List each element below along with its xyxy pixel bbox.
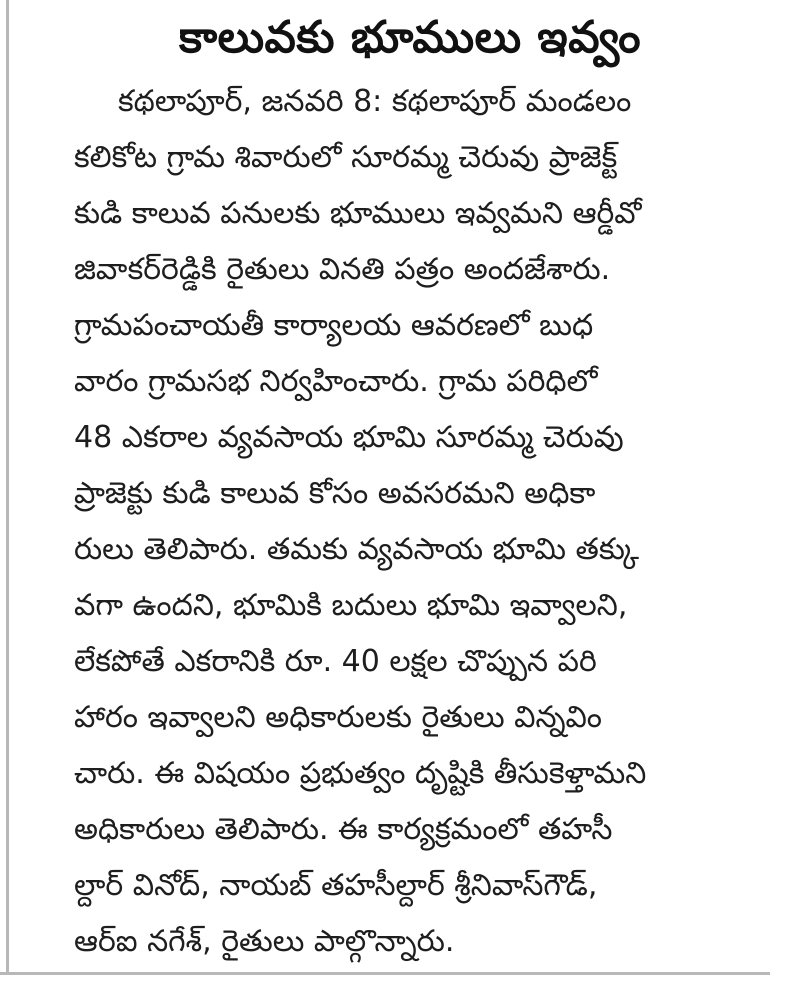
article-line: వారం గ్రామసభ నిర్వహించారు. గ్రామ పరిధిలో — [74, 364, 598, 399]
article-line: కథలాపూర్, జనవరి 8: కథలాపూర్ మండలం — [118, 84, 632, 119]
article-headline: కాలువకు భూములు ఇవ్వం — [178, 12, 641, 63]
article-line: లేకపోతే ఎకరానికి రూ. 40 లక్షల చొప్పున పరి — [74, 644, 597, 679]
article-line: రులు తెలిపారు. తమకు వ్యవసాయ భూమి తక్కు — [74, 532, 639, 567]
article-line: ప్రాజెక్టు కుడి కాలువ కోసం అవసరమని అధికా — [74, 476, 596, 511]
article-line: జివాకర్‌రెడ్డికి రైతులు వినతి పత్రం అందజేశారు. — [74, 252, 611, 287]
article-line: కలికోట గ్రామ శివారులో సూరమ్మ చెరువు ప్రాజెక్ట్ — [74, 140, 618, 175]
article-line: హారం ఇవ్వాలని అధికారులకు రైతులు విన్నవిం — [74, 700, 602, 735]
article-line: ల్దార్ వినోద్, నాయబ్ తహసీల్దార్ శ్రీనివాస్‌గౌడ్, — [74, 868, 598, 903]
article-line: వగా ఉందని, భూమికి బదులు భూమి ఇవ్వాలని, — [74, 588, 628, 623]
article-line: 48 ఎకరాల వ్యవసాయ భూమి సూరమ్మ చెరువు — [74, 420, 624, 455]
article-line: చారు. ఈ విషయం ప్రభుత్వం దృష్టికి తీసుకెళ్తామని — [74, 756, 647, 791]
article-line: కుడి కాలువ పనులకు భూములు ఇవ్వమని ఆర్డీవో — [74, 196, 642, 231]
article-line: గ్రామపంచాయతీ కార్యాలయ ఆవరణలో బుధ — [74, 308, 594, 343]
article-line: ఆర్ఐ నగేశ్, రైతులు పాల్గొన్నారు. — [74, 924, 455, 959]
left-border-rule — [6, 0, 9, 975]
article-body — [74, 74, 774, 970]
article-line: అధికారులు తెలిపారు. ఈ కార్యక్రమంలో తహసీ — [74, 812, 613, 847]
bottom-border-rule — [0, 972, 770, 975]
